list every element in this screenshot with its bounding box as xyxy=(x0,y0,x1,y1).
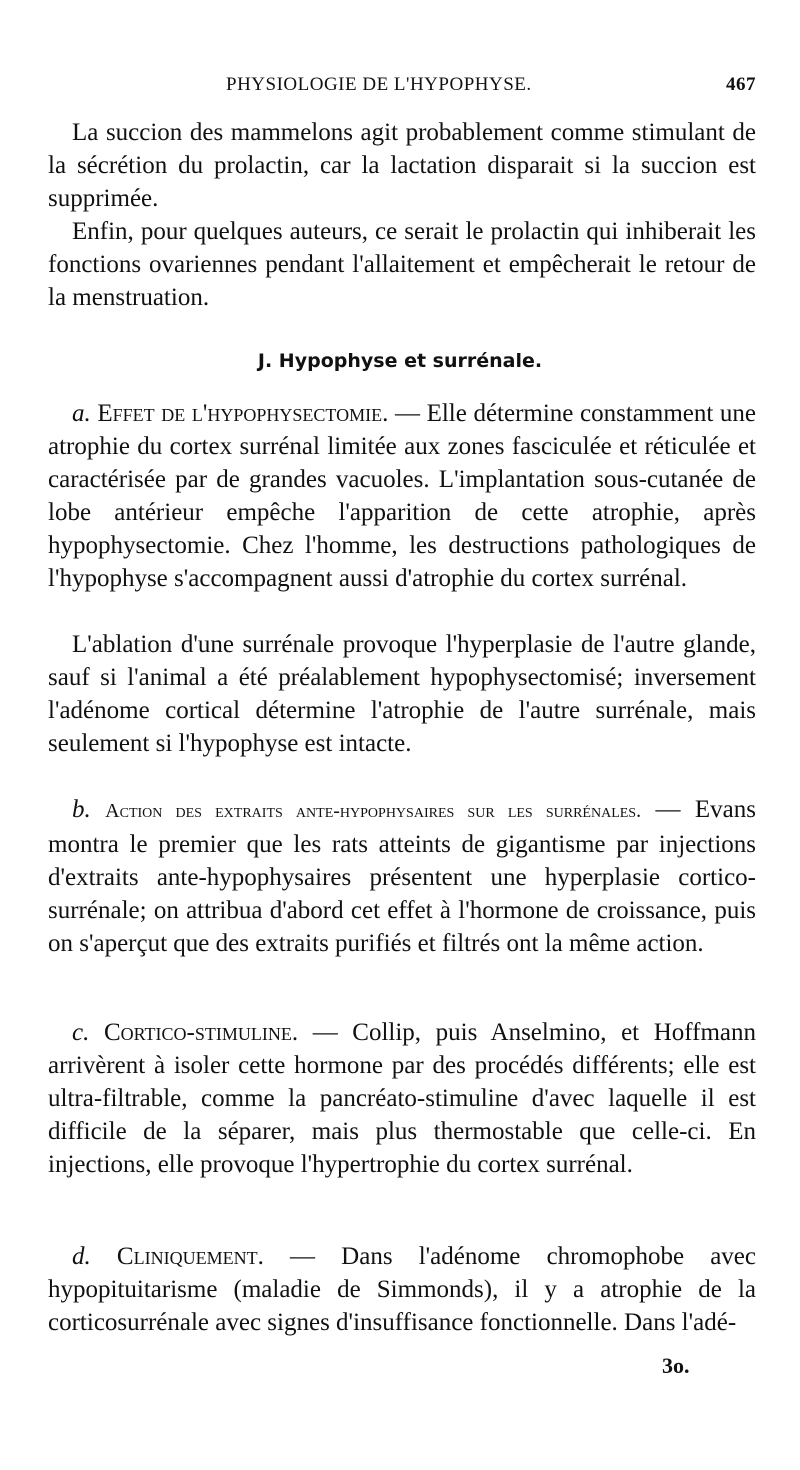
page-number: 467 xyxy=(726,74,756,95)
subsection-d-letter: d. xyxy=(72,1243,91,1270)
subsection-d-body: — Dans l'adénome chromophobe avec hypopituitarisme (maladie de Simmonds), il y a atrophie de la corticosurrénale avec signes d'insuffisance fonctionnelle. Dans l'adé- xyxy=(48,1243,756,1336)
subsection-a-letter: a. xyxy=(72,400,91,427)
paragraph-enfin: Enfin, pour quelques auteurs, ce serait le prolactin qui inhiberait les fonctions ovariennes pendant l'allaitement et empêcherait le retour de la menstruation. xyxy=(48,218,756,311)
subsection-a-title: Effet de l'hypophysectomie. xyxy=(97,400,389,427)
subsection-c-letter: c. xyxy=(72,1019,90,1046)
subsection-c-title: Cortico-stimuline. xyxy=(103,1019,299,1046)
paragraph-succion: La succion des mammelons agit probablement comme stimulant de la sécrétion du prolactin, car la lactation disparait si la succion est supprimée. xyxy=(48,119,756,212)
subsection-b xyxy=(48,793,756,960)
subsection-b-body: — Evans montra le premier que les rats atteints de gigantisme par injections d'extraits ante-hypophysaires présentent une hyperplasie cortico-surrénale; on attribua d'abord cet effet à l'hormone de croissance, puis on s'aperçut que des extraits purifiés et filtrés ont la même action. xyxy=(48,796,756,957)
subsection-d-title: Cliniquement. xyxy=(116,1243,264,1270)
subsection-d xyxy=(48,1240,756,1339)
section-heading: J. Hypophyse et surrénale. xyxy=(257,350,543,372)
subsection-b-letter: b. xyxy=(72,796,91,823)
subsection-a-paragraph-2: L'ablation d'une surrénale provoque l'hyperplasie de l'autre glande, sauf si l'animal a été préalablement hypophysectomisé; inversement l'adénome cortical détermine l'atrophie de l'autre surrénale, mais seulement si l'hypophyse est intacte. xyxy=(48,631,756,757)
subsection-a-body: — Elle détermine constamment une atrophie du cortex surrénal limitée aux zones fasciculée et réticulée et caractérisée par de grandes vacuoles. L'implantation sous-cutanée de lobe antérieur empêche l'apparition de cette atrophie, après hypophysectomie. Chez l'homme, les destructions pathologiques de l'hypophyse s'accompagnent aussi d'atrophie du cortex surrénal. xyxy=(48,400,757,592)
page-header xyxy=(48,70,756,104)
running-title: PHYSIOLOGIE DE L'HYPOPHYSE. xyxy=(226,74,532,95)
signature-mark: 3o. xyxy=(662,1353,690,1378)
subsection-c-body: — Collip, puis Anselmino, et Hoffmann arrivèrent à isoler cette hormone par des procédés différents; elle est ultra-filtrable, comme la pancréato-stimuline d'avec laquelle il est difficile de la séparer, mais plus thermostable que celle-ci. En injections, elle provoque l'hypertrophie du cortex surrénal. xyxy=(48,1019,756,1178)
subsection-a xyxy=(48,397,756,595)
subsection-b-title: Action des extraits ante-hypophysaires sur les surrénales. xyxy=(105,800,642,822)
subsection-c xyxy=(48,1016,756,1181)
